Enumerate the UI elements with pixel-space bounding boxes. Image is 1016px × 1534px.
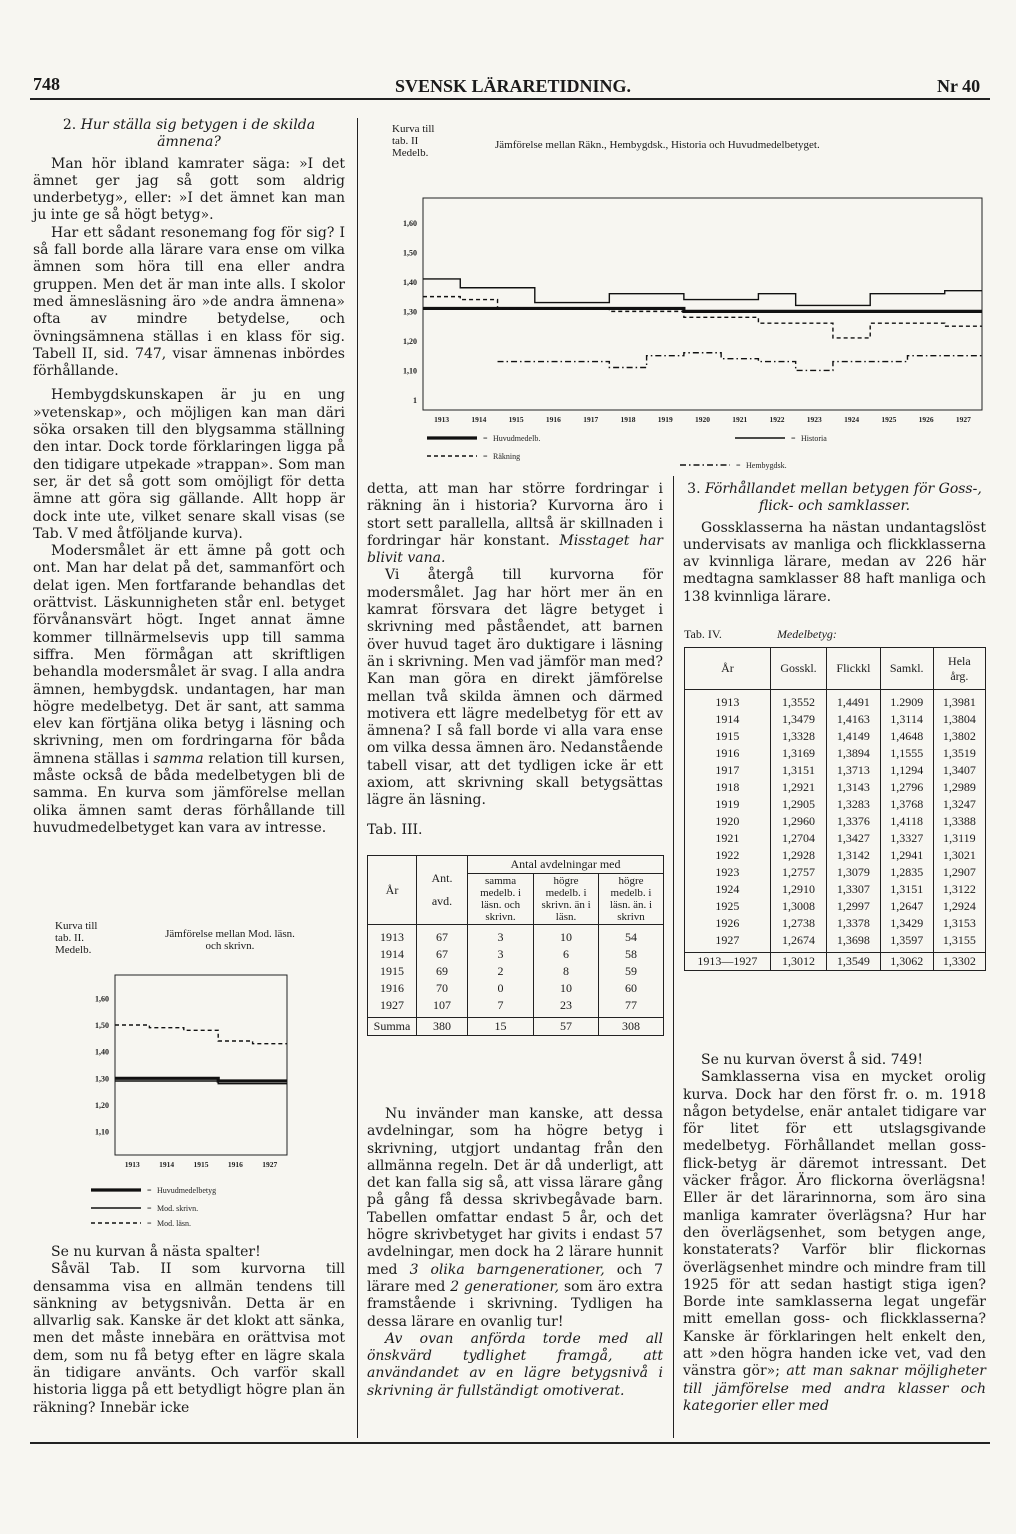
legend-label: Huvudmedelbetyg — [157, 1186, 217, 1195]
chart2-ylabel-a: Kurva till — [392, 123, 435, 135]
emphasis: Misstaget har blivit vana. — [367, 532, 663, 567]
legend-equals: = — [147, 1219, 152, 1228]
table-row — [368, 946, 664, 963]
table-cell: 1,3079 — [827, 864, 880, 881]
x-tick-label: 1916 — [227, 1160, 243, 1169]
table-cell: 1920 — [685, 813, 771, 830]
x-tick-label: 1921 — [732, 415, 748, 424]
table-cell: 1,3283 — [827, 796, 880, 813]
series-line-huvudmedelb- — [423, 308, 982, 311]
paragraph: Hembygdskunskapen är ju en ung »vetenskap», och möjligen kan man däri söka orsaken till den blygsamma ställning den intar. Dock torde förklaringen ligga på den tidigare utpekade »trappan». Som man ser, är det så gott som omöjligt för detta ämne att göra sig gällande. Allt hopp är dock inte ute, vilket senare skall visas (se Tab. V med åtföljande kurva). — [33, 387, 345, 542]
x-tick-label: 1918 — [620, 415, 636, 424]
table-cell: 1,3122 — [933, 881, 985, 898]
section-heading-3 — [683, 481, 986, 516]
page-number: 748 — [33, 74, 60, 94]
legend-label: Mod. läsn. — [157, 1219, 191, 1228]
table-cell: 1,2905 — [770, 796, 826, 813]
table-cell: 1,3302 — [933, 953, 985, 971]
table-cell: 1927 — [685, 932, 771, 953]
paragraph — [367, 481, 663, 567]
table-cell: 23 — [534, 997, 599, 1018]
legend-label: Huvudmedelb. — [493, 434, 541, 443]
col-header-year: År — [685, 648, 771, 690]
journal-title: SVENSK LÄRARETIDNING. — [395, 76, 632, 96]
table-cell: 1927 — [368, 997, 417, 1018]
table-cell: 2 — [468, 963, 534, 980]
left-column-text-bottom — [33, 1244, 345, 1417]
table-cell: 1,3804 — [933, 711, 985, 728]
x-tick-label: 1926 — [918, 415, 934, 424]
x-tick-label: 1915 — [193, 1160, 209, 1169]
col-header-same: samma medelb. i läsn. och skrivn. — [468, 874, 534, 925]
table-cell: 1,3802 — [933, 728, 985, 745]
table-cell: 1.2909 — [880, 690, 933, 712]
paragraph-text: som äro extra framstående i skrivning. Tydligen ha dessa lärare en ovanlig tur! — [367, 1278, 664, 1330]
paragraph: Av ovan anförda torde med all önskvärd tydlighet framgå, att användandet av en lägre betygsnivå i skrivning är fullständigt omotiverat. — [367, 1330, 663, 1399]
x-tick-label: 1914 — [159, 1160, 175, 1169]
table-cell: 1,3151 — [770, 762, 826, 779]
table-cell: 308 — [599, 1018, 664, 1036]
header-rule — [30, 98, 990, 100]
table-cell: 67 — [417, 925, 468, 947]
tab4-label: Tab. IV. — [684, 627, 722, 641]
legend-equals: = — [736, 461, 741, 470]
table-cell: 1,3698 — [827, 932, 880, 953]
table-cell: 10 — [534, 980, 599, 997]
table-cell: 1,2907 — [933, 864, 985, 881]
legend-equals: = — [483, 434, 488, 443]
chart1-ylabel-a: Kurva till — [55, 920, 98, 932]
middle-column-text — [367, 481, 663, 839]
table-cell: 1,3151 — [880, 881, 933, 898]
table-row — [685, 847, 986, 864]
paragraph-text: och 7 lärare med — [367, 1261, 664, 1295]
table-cell: 1,2757 — [770, 864, 826, 881]
col-header-hela-a: Hela — [948, 653, 971, 668]
table-cell: 1915 — [685, 728, 771, 745]
y-tick-label: 1,30 — [403, 307, 417, 317]
col-header-ant — [417, 856, 468, 925]
paragraph — [683, 1069, 986, 1415]
table-row — [685, 830, 986, 847]
chart1-ylabel-b: tab. II. — [55, 932, 85, 944]
chart2-ylabel-b: tab. II — [392, 135, 419, 147]
legend-equals: = — [147, 1204, 152, 1213]
table-cell: 1913—1927 — [685, 953, 771, 971]
table-cell: 1,3768 — [880, 796, 933, 813]
table-cell: 1,4491 — [827, 690, 880, 712]
table-cell: 1,3479 — [770, 711, 826, 728]
table-iii — [367, 855, 664, 1036]
table-cell: 1,3981 — [933, 690, 985, 712]
x-tick-label: 1915 — [508, 415, 524, 424]
tab4-sublabel: Medelbetyg: — [776, 627, 837, 641]
table-cell: 380 — [417, 1018, 468, 1036]
column-divider-left — [357, 118, 358, 1438]
table-cell: 1,3012 — [770, 953, 826, 971]
paragraph: Har ett sådant resonemang fog för sig? I så fall borde alla lärare vara ense om vilka ämnen som höra till ena eller andra gruppen. Men det är man inte alls. I skolor med ämnesläsning äro »de andra ämnena» ofta av mindre betydelse, och övningsämnena ställas i en klass för sig. Tabell II, sid. 747, visar ämnenas inbördes förhållande. — [33, 224, 345, 380]
table-cell: 1,3429 — [880, 915, 933, 932]
table-row — [685, 898, 986, 915]
y-tick-label: 1,10 — [95, 1127, 109, 1137]
table-cell: 1,3008 — [770, 898, 826, 915]
table-cell: 1919 — [685, 796, 771, 813]
heading-text: Förhållandet mellan betygen för Goss-, flick- och samklasser. — [704, 481, 982, 515]
col-header-ant-b: avd. — [431, 894, 453, 908]
x-tick-label: 1913 — [434, 415, 450, 424]
table-cell: 1,2960 — [770, 813, 826, 830]
table-cell: 3 — [468, 925, 534, 947]
table-cell: 70 — [417, 980, 468, 997]
y-tick-label: 1,20 — [95, 1101, 109, 1110]
paragraph: Gossklasserna ha nästan undantagslöst undervisats av manliga och flickklasserna av kvinnliga lärare, medan av 226 här medtagna samklasser 88 haft manliga och 138 kvinnliga lärare. — [683, 519, 986, 605]
x-tick-label: 1923 — [806, 415, 822, 424]
table-cell: 1,3247 — [933, 796, 985, 813]
table-cell: 1,3388 — [933, 813, 985, 830]
table-row — [685, 881, 986, 898]
paragraph: Såväl Tab. II som kurvorna till densamma visa en allmän tendens till sänkning av betygsnivån. Detta är en allvarlig sak. Kanske är det klokt att sänka, men det måste innebära en orättvisa mot dem, som nu få betyg efter en lägre skala än tidigare använts. Och varför skall historia ligga på ett betydligt högre plan än räkning? Innebär icke — [33, 1261, 345, 1416]
table-cell: 1,3062 — [880, 953, 933, 971]
table-cell: 1923 — [685, 864, 771, 881]
series-line-hembygdsk- — [498, 353, 982, 371]
col-header-group: Antal avdelningar med — [468, 856, 664, 874]
table-cell: Summa — [368, 1018, 417, 1036]
table-cell: 1,3153 — [933, 915, 985, 932]
paragraph: Man hör ibland kamrater säga: »I det ämnet ger jag så gott som aldrig underbetyg», eller: »I det ämnet kan man ju inte ge så högt betyg». — [33, 155, 345, 224]
chart-frame — [115, 975, 287, 1155]
table-cell: 15 — [468, 1018, 534, 1036]
section-heading-2 — [33, 117, 345, 152]
chart1-title-a: Jämförelse mellan Mod. läsn. — [165, 928, 295, 940]
chart1-title-b: och skrivn. — [205, 940, 255, 952]
table-cell: 1922 — [685, 847, 771, 864]
table-cell: 1,4118 — [880, 813, 933, 830]
table-cell: 1,3597 — [880, 932, 933, 953]
chart1-ylabel-c: Medelb. — [55, 944, 92, 956]
table-row — [685, 813, 986, 830]
x-tick-label: 1916 — [545, 415, 561, 424]
table-cell: 1,3328 — [770, 728, 826, 745]
table-cell: 1918 — [685, 779, 771, 796]
paragraph: Se nu kurvan å nästa spalter! — [51, 1244, 261, 1260]
table-row — [368, 997, 664, 1018]
table-cell: 1,2835 — [880, 864, 933, 881]
table-cell: 1913 — [368, 925, 417, 947]
y-tick-label: 1,10 — [403, 366, 417, 376]
table-cell: 1,3407 — [933, 762, 985, 779]
table-cell: 1,3713 — [827, 762, 880, 779]
bottom-rule — [30, 1442, 990, 1444]
x-tick-label: 1927 — [262, 1160, 278, 1169]
col-header-ant-a: Ant. — [431, 871, 453, 885]
issue-number: Nr 40 — [937, 76, 981, 96]
table-header-row — [685, 648, 986, 690]
y-tick-label: 1,20 — [403, 336, 417, 346]
paragraph-text: Nu invänder man kanske, att dessa avdelningar, som ha högre betyg i skrivning, utgjort undantag från den allmänna regeln. Det är då underligt, att det kan falla sig så, att vissa lärare gång på gång få dessa skrivbegåvade barn. Tabellen omfattar endast 5 år, och det högre skrivbetyget har givits i endast 57 avdelningar, men dock ha 2 lärare hunnit med — [367, 1106, 663, 1278]
y-tick-label: 1,50 — [95, 1021, 109, 1030]
x-tick-label: 1924 — [844, 415, 860, 424]
table-cell: 8 — [534, 963, 599, 980]
table-cell: 69 — [417, 963, 468, 980]
table-cell: 1,3552 — [770, 690, 826, 712]
col-header-goss: Gosskl. — [770, 648, 826, 690]
table-cell: 1,4648 — [880, 728, 933, 745]
table-cell: 1,3021 — [933, 847, 985, 864]
table-total-row — [368, 1018, 664, 1036]
table-cell: 1913 — [685, 690, 771, 712]
x-tick-label: 1920 — [695, 415, 710, 424]
emphasis: 2 generationer, — [450, 1278, 560, 1295]
series-line-historia — [423, 279, 982, 306]
table-cell: 1,2910 — [770, 881, 826, 898]
table-body — [368, 925, 664, 1036]
table-row — [368, 963, 664, 980]
col-header-flick: Flickkl — [827, 648, 880, 690]
table-body — [685, 690, 986, 971]
table-cell: 1,2997 — [827, 898, 880, 915]
series-line-räkning — [423, 297, 982, 338]
table-cell: 6 — [534, 946, 599, 963]
table-row — [685, 745, 986, 762]
table-cell: 1,2704 — [770, 830, 826, 847]
table-iv — [684, 647, 986, 971]
table-cell: 1,2796 — [880, 779, 933, 796]
legend-equals: = — [483, 452, 488, 461]
y-tick-label: 1 — [413, 396, 417, 405]
table-cell: 1,1294 — [880, 762, 933, 779]
table-cell: 1915 — [368, 963, 417, 980]
table-row — [685, 864, 986, 881]
chart2-ylabel — [392, 123, 462, 159]
y-tick-label: 1,30 — [95, 1074, 109, 1084]
table-row — [368, 925, 664, 947]
table-row — [685, 711, 986, 728]
middle-column-text-bottom — [367, 1106, 663, 1400]
table-row — [685, 915, 986, 932]
y-tick-label: 1,50 — [403, 248, 417, 258]
table-row — [685, 690, 986, 712]
table-cell: 1921 — [685, 830, 771, 847]
table-cell: 1925 — [685, 898, 771, 915]
paragraph — [33, 543, 345, 837]
table-row — [685, 796, 986, 813]
tab3-label: Tab. III. — [367, 821, 423, 838]
table-cell: 1,3169 — [770, 745, 826, 762]
table-cell: 67 — [417, 946, 468, 963]
legend-label: Räkning — [493, 452, 521, 461]
table-cell: 1,3142 — [827, 847, 880, 864]
table-cell: 1,2941 — [880, 847, 933, 864]
paragraph-text: Samklasserna visa en mycket orolig kurva. Dock har den först fr. o. m. 1918 någon betydelse, enär antalet tidigare var för litet för ett utslagsgivande medelbetyg. Förhållandet mellan goss-flick-betyg är däremot intressant. Det väcker frågor. Äro flickorna överlägsna! Eller är det lärarinnorna, som äro sina manliga kamrater överlägsna? Hur har den överlägsenhet, som betygen ange, konstaterats? Varför blir flickornas överlägsenhet mindre och mindre fram till 1925 för att sedan hastigt stiga igen? Borde inte samklasserna legat ungefär mitt emellan goss- och flickklasserna? Kanske är förklaringen helt enkelt den, att »den högra handen icke vet, vad den vänstra gör»; — [683, 1069, 986, 1380]
legend-label: Mod. skrivn. — [157, 1204, 199, 1213]
col-header-higher-write: högre medelb. i skrivn. än i läsn. — [534, 874, 599, 925]
table-cell: 1,3114 — [880, 711, 933, 728]
paragraph: Vi återgå till kurvorna för modersmålet. Jag har hört mer än en kamrat försvara det lägre betyget i skrivning med påståendet, att barnen över huvud taget äro duktigare i läsning än i skrivning. Men vad jämför man med? Kan man göra en direkt jämförelse mellan två skilda ämnen och därmed motivera ett lägre medelbetyg för ett av ämnena? I så fall borde vi alla vara ense om vilka dessa ämnen äro. Nedanstående tabell visar, att det tydligen icke är ett axiom, att skrivning skall betygsättas lägre än läsning. — [367, 567, 663, 809]
paragraph: Se nu kurvan överst å sid. 749! — [701, 1052, 923, 1068]
table-cell: 1,3119 — [933, 830, 985, 847]
emphasis: 3 olika barngenerationer, — [409, 1261, 605, 1278]
table-cell: 10 — [534, 925, 599, 947]
table-cell: 60 — [599, 980, 664, 997]
heading-number: 2. — [62, 117, 77, 133]
table-cell: 107 — [417, 997, 468, 1018]
table-cell: 1,3427 — [827, 830, 880, 847]
col-header-higher-read: högre medelb. i läsn. än. i skrivn — [599, 874, 664, 925]
table-cell: 1,2928 — [770, 847, 826, 864]
x-tick-label: 1922 — [769, 415, 785, 424]
chart1-svg — [55, 965, 315, 1235]
chart2-title: Jämförelse mellan Räkn., Hembygdsk., Historia och Huvudmedelbetyget. — [495, 139, 820, 151]
paragraph-text: relation till kursen, måste också de båda medelbetygen bli de samma. En kurva som jämförelse mellan olika ämnen samt deras förhållande till huvudmedelbetyget kan vara av intresse. — [33, 750, 346, 836]
col-header-samkl: Samkl. — [880, 648, 933, 690]
chart2-svg — [365, 190, 990, 475]
emphasis: att man saknar möjligheter till jämförelse med andra klasser och kategorier eller med — [683, 1363, 986, 1414]
table-cell: 1,2921 — [770, 779, 826, 796]
table-row — [685, 779, 986, 796]
chart2-ylabel-c: Medelb. — [392, 147, 429, 159]
table-cell: 59 — [599, 963, 664, 980]
x-tick-label: 1919 — [657, 415, 673, 424]
table-cell: 0 — [468, 980, 534, 997]
table-cell: 1,4149 — [827, 728, 880, 745]
legend-equals: = — [147, 1186, 152, 1195]
table-cell: 1,3519 — [933, 745, 985, 762]
y-tick-label: 1,60 — [95, 994, 109, 1004]
paragraph-text: detta, att man har större fordringar i räkning än i historia? Kurvorna äro i stort sett parallella, alltså är skillnaden i fordringar här konstant. — [367, 481, 663, 549]
y-tick-label: 1,40 — [403, 277, 417, 287]
table-cell: 1,2924 — [933, 898, 985, 915]
table-cell: 1,3143 — [827, 779, 880, 796]
chart1-ylabel — [55, 920, 125, 956]
col-header-year: År — [368, 856, 417, 925]
chart-frame — [423, 198, 982, 410]
legend-label: Hembygdsk. — [746, 461, 787, 470]
legend-equals: = — [791, 434, 796, 443]
right-column-text — [683, 481, 986, 606]
table-cell: 7 — [468, 997, 534, 1018]
tab4-caption — [684, 627, 837, 642]
paragraph — [367, 1106, 663, 1331]
right-column-text-bottom — [683, 1052, 986, 1415]
table-cell: 1914 — [685, 711, 771, 728]
heading-number: 3. — [687, 481, 701, 497]
table-cell: 3 — [468, 946, 534, 963]
x-tick-label: 1917 — [583, 415, 599, 424]
heading-text: Hur ställa sig betygen i de skilda ämnena? — [80, 117, 316, 151]
table-cell: 1,4163 — [827, 711, 880, 728]
series-line-mod-läsn- — [115, 1025, 287, 1044]
x-tick-label: 1927 — [955, 415, 971, 424]
x-tick-label: 1914 — [471, 415, 487, 424]
table-row — [685, 762, 986, 779]
table-cell: 1924 — [685, 881, 771, 898]
table-row — [368, 980, 664, 997]
table-cell: 1,2989 — [933, 779, 985, 796]
table-cell: 54 — [599, 925, 664, 947]
table-cell: 1,3307 — [827, 881, 880, 898]
table-cell: 1916 — [368, 980, 417, 997]
table-total-row — [685, 953, 986, 971]
table-cell: 1914 — [368, 946, 417, 963]
table-cell: 77 — [599, 997, 664, 1018]
x-tick-label: 1925 — [881, 415, 897, 424]
paragraph-text: Modersmålet är ett ämne på gott och ont. Man har delat på det, sammanfört och delat igen. Men fortfarande behandlas det orättvist. Läskunnigheten står enl. betyget förvånansvärt högt. Inget annat ämne kommer tillnärmelsevis upp till samma siffra. Men förmågan att skriftligen behandla modersmålet är svag. I alla andra ämnen, hembygdsk. undantagen, har man högre medelbetyg. Det är sant, att samma elev kan förtjäna olika betyg i läsning och skrivning, men om fordringarna för båda ämnena ställas i — [33, 543, 345, 767]
table-cell: 1,3327 — [880, 830, 933, 847]
col-header-hela — [933, 648, 985, 690]
chart1-title — [130, 928, 330, 952]
table-cell: 1,2647 — [880, 898, 933, 915]
table-cell: 1,3894 — [827, 745, 880, 762]
table-cell: 58 — [599, 946, 664, 963]
table-cell: 57 — [534, 1018, 599, 1036]
table-row — [685, 932, 986, 953]
table-cell: 1,3155 — [933, 932, 985, 953]
table-cell: 1917 — [685, 762, 771, 779]
table-header-row — [368, 856, 664, 874]
left-column-text — [33, 117, 345, 837]
y-tick-label: 1,40 — [95, 1047, 109, 1057]
table-cell: 1,1555 — [880, 745, 933, 762]
table-cell: 1,3376 — [827, 813, 880, 830]
table-cell: 1,3378 — [827, 915, 880, 932]
table-cell: 1,3549 — [827, 953, 880, 971]
table-cell: 1926 — [685, 915, 771, 932]
x-tick-label: 1913 — [124, 1160, 140, 1169]
col-header-hela-b: årg. — [950, 668, 969, 683]
legend-label: Historia — [801, 434, 827, 443]
column-divider-right — [673, 476, 674, 1438]
table-row — [685, 728, 986, 745]
y-tick-label: 1,60 — [403, 218, 417, 228]
emphasis: samma — [153, 750, 204, 767]
table-cell: 1,2674 — [770, 932, 826, 953]
table-cell: 1,2738 — [770, 915, 826, 932]
table-cell: 1916 — [685, 745, 771, 762]
